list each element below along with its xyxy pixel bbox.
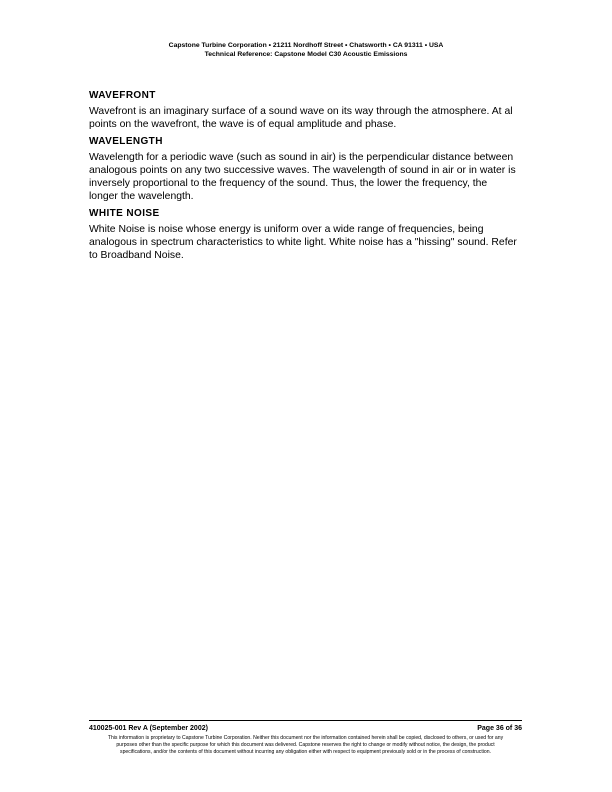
notice-line: purposes other than the specific purpose for which this document was delivered. Capstone reserves the right to change or modify without notice, the design, the product xyxy=(116,741,495,748)
definition-line: Wavefront is an imaginary surface of a sound wave on its way through the atmosphere. At al xyxy=(89,105,513,117)
entry-heading: WAVEFRONT xyxy=(89,90,156,101)
page-header xyxy=(0,41,612,59)
glossary-entry-white-noise xyxy=(89,208,529,262)
entry-heading: WAVELENGTH xyxy=(89,136,163,147)
definition-line: Wavelength for a periodic wave (such as sound in air) is the perpendicular distance between xyxy=(89,151,514,163)
notice-line: This information is proprietary to Capstone Turbine Corporation. Neither this document nor the information contained herein shall be copied, disclosed to others, or used for any xyxy=(107,734,504,741)
entry-heading: WHITE NOISE xyxy=(89,208,160,219)
entry-definition xyxy=(89,151,529,203)
proprietary-notice xyxy=(0,735,611,756)
definition-line: White Noise is noise whose energy is uniform over a wide range of frequencies, being xyxy=(89,223,484,235)
company-address-line: Capstone Turbine Corporation • 21211 Nordhoff Street • Chatsworth • CA 91311 • USA xyxy=(168,41,444,49)
notice-line: specifications, and/or the contents of this document without incurring any obligation either with respect to equipment previously sold or in the process of construction. xyxy=(120,748,491,755)
entry-definition xyxy=(89,223,529,262)
definition-line: to Broadband Noise. xyxy=(89,249,184,261)
page-footer xyxy=(89,724,522,733)
footer-divider xyxy=(89,720,522,721)
definition-line: longer the wavelength. xyxy=(89,190,194,202)
glossary-content xyxy=(89,90,529,267)
definition-line: analogous in spectrum characteristics to white light. White noise has a "hissing" sound. Refer xyxy=(89,236,517,248)
definition-line: inversely proportional to the frequency of the sound. Thus, the lower the frequency, the xyxy=(89,177,488,189)
entry-definition xyxy=(89,105,529,131)
document-title-line: Technical Reference: Capstone Model C30 Acoustic Emissions xyxy=(204,50,408,58)
document-number: 410025-001 Rev A (September 2002) xyxy=(89,724,208,732)
definition-line: analogous points on any two successive waves. The wavelength of sound in air or in water is xyxy=(89,164,516,176)
glossary-entry-wavelength xyxy=(89,136,529,203)
definition-line: points on the wavefront, the wave is of equal amplitude and phase. xyxy=(89,118,397,130)
page-number: Page 36 of 36 xyxy=(477,724,522,732)
glossary-entry-wavefront xyxy=(89,90,529,131)
